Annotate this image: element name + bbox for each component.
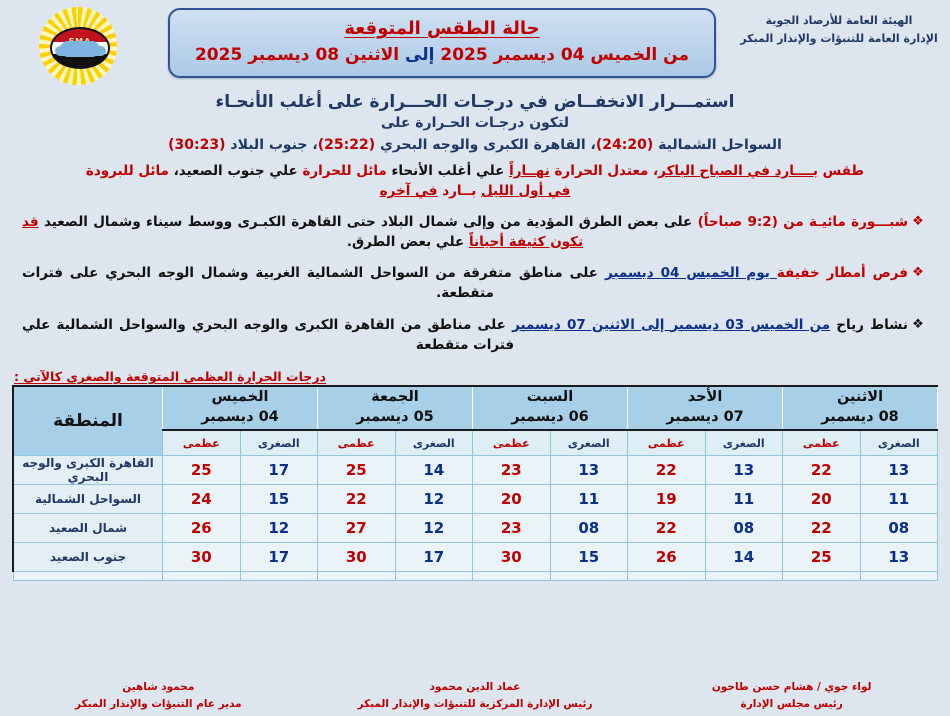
temp-max-cell: 22 [783, 514, 861, 543]
table-row [13, 485, 938, 514]
subheader-max: عظمى [783, 430, 861, 456]
day-date: 06 ديسمبر [511, 409, 589, 425]
day-name: الأحد [687, 389, 723, 406]
temp-min-cell: 13 [860, 543, 938, 572]
diamond-cluster-icon: ❖ [912, 265, 924, 280]
day-date: 04 ديسمبر [201, 409, 279, 425]
temp-max-cell: 22 [628, 456, 706, 485]
fog-tail: علي بعض الطرق. [346, 233, 469, 250]
filler-cell [395, 572, 473, 581]
range-cairo-value: (25:22) [317, 137, 376, 153]
table-row [13, 456, 938, 485]
title-date-connector: إلى [405, 45, 435, 65]
day-name: الجمعة [371, 389, 419, 406]
forecast-table-body [13, 456, 938, 581]
desc-day-em: نهــاراً [509, 163, 550, 179]
temp-min-cell: 17 [240, 456, 318, 485]
temp-max-cell: 30 [318, 543, 396, 572]
signature-name: عماد الدين محمود [429, 681, 521, 694]
desc-chilly: مائل للبرودة [85, 163, 169, 179]
temp-min-cell: 08 [550, 514, 628, 543]
title-date-from: من الخميس 04 ديسمبر 2025 [440, 45, 690, 65]
temp-min-cell: 14 [705, 543, 783, 572]
cloud-icon [60, 41, 100, 57]
list-item [22, 315, 928, 356]
temp-max-cell: 27 [318, 514, 396, 543]
filler-cell [473, 572, 551, 581]
diamond-cluster-icon: ❖ [912, 316, 924, 332]
region-name-cell: جنوب الصعيد [13, 543, 163, 572]
temp-max-cell: 25 [318, 456, 396, 485]
day-name: السبت [526, 389, 574, 406]
signature-title: رئيس الإدارة المركزية للتنبؤات والإنذار المبكر [357, 697, 593, 710]
range-north-coast-value: (24:20) [595, 137, 654, 153]
title-date-range [170, 43, 714, 69]
temp-max-cell: 20 [473, 485, 551, 514]
org-name: الهيئة العامة للأرصاد الجوية [765, 14, 913, 27]
region-name-cell: شمال الصعيد [13, 514, 163, 543]
day-name: الخميس [211, 389, 269, 406]
rain-lead: فرص أمطار خفيفة [776, 265, 908, 281]
temp-min-cell: 17 [395, 543, 473, 572]
filler-cell [705, 572, 783, 581]
temp-min-cell: 12 [395, 514, 473, 543]
signature-name: محمود شاهين [122, 681, 195, 694]
subheader-min: الصغرى [240, 430, 318, 456]
day-header-monday [783, 386, 938, 430]
fog-lead: شبـــورة مائيـة من (9:2 صباحاً) [697, 213, 909, 230]
filler-cell [860, 572, 938, 581]
subheader-min: الصغرى [550, 430, 628, 456]
temp-max-cell: 23 [473, 456, 551, 485]
table-caption-wrap [0, 366, 950, 385]
advisory-fog-text [22, 212, 908, 253]
range-separator-1: ، القاهرة الكبرى والوجه البحري [375, 137, 596, 153]
filler-cell [628, 572, 706, 581]
range-separator-2: ، جنوب البلاد [225, 137, 318, 153]
filler-cell [550, 572, 628, 581]
range-south-value: (30:23) [168, 137, 226, 153]
subheader-min: الصغرى [705, 430, 783, 456]
page-title: حالة الطقس المتوقعة [344, 18, 540, 39]
fog-body: على بعض الطرق المؤدية من وإلى شمال البلاد حتى القاهرة الكبـرى ووسط سيناء وشمال الصعيد [38, 213, 698, 230]
temp-max-cell: 20 [783, 485, 861, 514]
filler-cell [240, 572, 318, 581]
title-banner [168, 8, 716, 78]
temp-max-cell: 22 [628, 514, 706, 543]
day-header-thursday [163, 386, 318, 430]
table-row [13, 514, 938, 543]
organization-block [736, 12, 942, 48]
desc-rest-2: علي جنوب الصعيد، [168, 163, 303, 179]
temp-max-cell: 22 [318, 485, 396, 514]
rain-date: يوم الخميس 04 ديسمبر [604, 265, 777, 281]
temp-max-cell: 24 [163, 485, 241, 514]
signature-title: مدير عام التنبؤات والإنذار المبكر [74, 697, 242, 710]
weather-description [14, 161, 936, 202]
temp-max-cell: 25 [163, 456, 241, 485]
advisory-wind-text [22, 315, 908, 356]
desc-cold-em: بــــارد في الصباح الباكر [658, 163, 818, 179]
advisory-list [22, 212, 928, 356]
temp-min-cell: 08 [705, 514, 783, 543]
forecast-table [12, 385, 938, 581]
day-date: 05 ديسمبر [356, 409, 434, 425]
filler-cell [783, 572, 861, 581]
temp-min-cell: 11 [860, 485, 938, 514]
desc-rest-1: علي أغلب الأنحاء [386, 163, 510, 179]
filler-cell [13, 572, 163, 581]
temp-max-cell: 26 [628, 543, 706, 572]
signature-footer [0, 679, 950, 712]
subheader-max: عظمى [473, 430, 551, 456]
signature-name: لواء جوي / هشام حسن طاحون [711, 681, 872, 694]
temp-min-cell: 12 [240, 514, 318, 543]
table-row [13, 543, 938, 572]
day-header-saturday [473, 386, 628, 430]
desc-night-3: في آخره [379, 183, 438, 200]
region-name-cell: القاهرة الكبرى والوجه البحري [13, 456, 163, 485]
desc-warm: مائل للحرارة [302, 163, 387, 179]
day-header-sunday [628, 386, 783, 430]
subheader-max: عظمى [628, 430, 706, 456]
title-date-to: الاثنين 08 ديسمبر 2025 [194, 45, 400, 65]
filler-cell [163, 572, 241, 581]
signature-block [317, 679, 634, 712]
signature-block [0, 679, 317, 712]
day-name: الاثنين [836, 389, 884, 406]
temp-min-cell: 12 [395, 485, 473, 514]
temp-min-cell: 13 [705, 456, 783, 485]
wind-body: على مناطق من القاهرة الكبرى والوجه البحري والسواحل الشمالية علي فترات متقطعة [22, 316, 515, 353]
fog-emphasis: قد تكون كثيفة أحياناً [22, 213, 584, 250]
temp-min-cell: 15 [240, 485, 318, 514]
temp-min-cell: 11 [705, 485, 783, 514]
day-date: 07 ديسمبر [666, 409, 744, 425]
signature-title: رئيس مجلس الإدارة [740, 697, 843, 710]
subheader-min: الصغرى [395, 430, 473, 456]
wind-date: من الخميس 03 ديسمبر إلى الاثنين 07 ديسمبر [512, 316, 831, 333]
temp-min-cell: 14 [395, 456, 473, 485]
list-item [22, 263, 928, 304]
page-header [0, 0, 950, 88]
day-date: 08 ديسمبر [821, 409, 899, 425]
diamond-cluster-icon: ❖ [912, 213, 924, 229]
temp-max-cell: 22 [783, 456, 861, 485]
temp-min-cell: 08 [860, 514, 938, 543]
subheader-max: عظمى [318, 430, 396, 456]
org-department: الإدارة العامة للتنبؤات والإنذار المبكر [740, 32, 938, 46]
rain-body: على مناطق متفرقة من السواحل الشمالية الغربية وشمال الوجه البحري على فترات متقطعة. [22, 265, 605, 302]
temp-min-cell: 17 [240, 543, 318, 572]
summary-subheadline: لتكون درجـات الحـرارة على [380, 115, 570, 131]
temp-max-cell: 26 [163, 514, 241, 543]
temp-max-cell: 19 [628, 485, 706, 514]
subheader-max: عظمى [163, 430, 241, 456]
logo-emblem-icon [50, 27, 110, 69]
advisory-rain-text [22, 263, 908, 304]
region-name-cell: السواحل الشمالية [13, 485, 163, 514]
temp-min-cell: 13 [860, 456, 938, 485]
table-filler-row [13, 572, 938, 581]
temp-min-cell: 11 [550, 485, 628, 514]
temp-max-cell: 23 [473, 514, 551, 543]
desc-night-2: بــارد [437, 183, 481, 200]
ema-logo [25, 6, 131, 86]
region-column-header: المنطقة [13, 386, 163, 456]
wind-lead: نشاط رياح [830, 316, 908, 333]
temp-max-cell: 30 [163, 543, 241, 572]
table-caption: درجات الحرارة العظمى المتوقعة والصغرى كالآتى : [14, 369, 326, 384]
list-item [22, 212, 928, 253]
temp-min-cell: 13 [550, 456, 628, 485]
table-header-row-days [13, 386, 938, 430]
temp-min-cell: 15 [550, 543, 628, 572]
summary-headline: استمـــرار الانخفــاض في درجـات الحـــرارة على أغلب الأنحـاء [215, 92, 735, 112]
summary-section [0, 92, 950, 202]
signature-block [633, 679, 950, 712]
temperature-ranges [0, 137, 950, 153]
desc-cold: طقس [817, 163, 865, 179]
range-north-coast-label: السواحل الشمالية [653, 137, 782, 153]
temp-max-cell: 25 [783, 543, 861, 572]
filler-cell [318, 572, 396, 581]
temp-max-cell: 30 [473, 543, 551, 572]
desc-mid: ، معتدل الحرارة [549, 163, 659, 179]
subheader-min: الصغرى [860, 430, 938, 456]
desc-night: في أول الليل [481, 183, 571, 200]
day-header-friday [318, 386, 473, 430]
